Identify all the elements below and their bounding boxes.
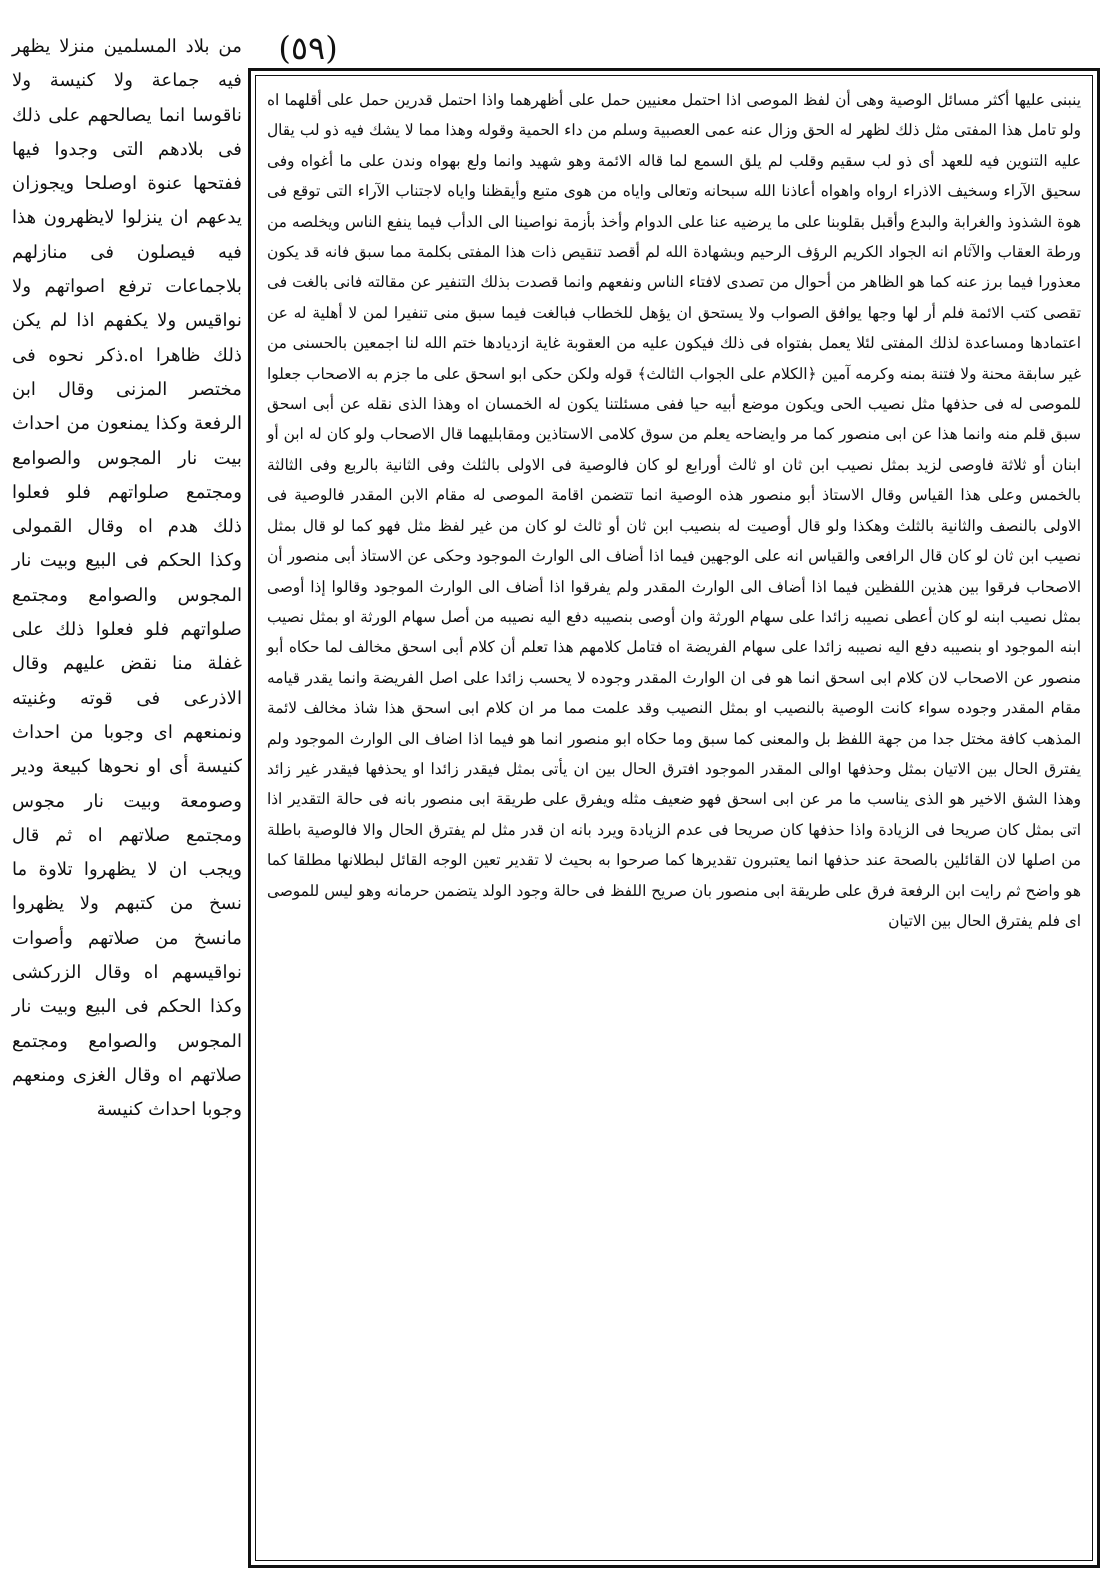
main-text-frame <box>248 68 1100 1568</box>
margin-commentary <box>12 30 242 1575</box>
margin-text: من بلاد المسلمين منزلا يظهر فيه جماعة ولا كنيسة ولا ناقوسا انما يصالحهم على ذلك فى بلادهم التى وجدوا فيها ففتحها عنوة اوصلحا ويجوزان يدعهم ان ينزلوا لايظهرون هذا فيه فيصلون فى منازلهم بلاجماعات ترفع اصواتهم ولا نواقيس ولا يكفهم اذا لم يكن ذلك ظاهرا اه.ذكر نحوه فى مختصر المزنى وقال ابن الرفعة وكذا يمنعون من احداث بيت نار المجوس والصوامع ومجتمع صلواتهم فلو فعلوا ذلك هدم اه وقال القمولى وكذا الحكم فى البيع وبيت نار المجوس والصوامع ومجتمع صلواتهم فلو فعلوا ذلك على غفلة منا نقض عليهم وقال الاذرعى فى قوته وغنيته ونمنعهم اى وجوبا من احداث كنيسة أى او نحوها كبيعة ودير وصومعة وبيت نار مجوس ومجتمع صلاتهم اه ثم قال ويجب ان لا يظهروا تلاوة ما نسخ من كتبهم ولا يظهروا مانسخ من صلاتهم وأصوات نواقيسهم اه وقال الزركشى وكذا الحكم فى البيع وبيت نار المجوس والصوامع ومجتمع صلاتهم اه وقال الغزى ومنعهم وجوبا احداث كنيسة <box>12 36 242 1121</box>
page-number: (٥٩) <box>278 29 338 67</box>
main-text: ينبنى عليها أكثر مسائل الوصية وهى أن لفظ الموصى اذا احتمل معنيين حمل على أظهرهما واذا احتمل قدرين حمل على أقلهما اه ولو تامل هذا المفتى مثل ذلك لظهر له الحق وزال عنه عمى العصبية وسلم من داء الحمية وقوله وهذا مما لا يشك فيه ذو لب يقال عليه التنوين فيه للعهد أى ذو لب سقيم وقلب لم يلق السمع لما قاله الائمة وهو شهيد وانما ولع بهواه وندن على ما أغواه وفى سحيق الآراء وسخيف الاذراء ارواه واهواه أعاذنا الله سبحانه وتعالى واياه من هوى متبع وأيقظنا واياه لاجتناب الآراء التى توقع فى هوة الشذوذ والغرابة والبدع وأقبل بقلوبنا على ما يرضيه عنا على الدوام وأخذ بأزمة نواصينا الى الدأب فيما ينفع الناس ويخلصه من ورطة العقاب والآثام انه الجواد الكريم الرؤف الرحيم وبشهادة الله لم أقصد تنقيص ذات هذا المفتى بكلمة مما سبق فانه قد يكون معذورا فيما برز عنه كما هو الظاهر من أحوال من تصدى لافتاء الناس ونفعهم وانما قصدت بذلك التنفير عن مقالته فانى بالغت فى تقصى كتب الائمة فلم أر لها وجها يوافق الصواب ولا يستحق ان يؤهل للخطاب فبالغت فيما سبق منى تنفيرا لمن لا أهلية له عن اعتمادها ومساعدة لذلك المفتى لئلا يعمل بفتواه فى ذلك فيكون عليه من العقوبة غاية ازديادها ختم الله لنا اجمعين بالحسنى من غير سابقة محنة ولا فتنة بمنه وكرمه آمين ﴿الكلام على الجواب الثالث﴾ قوله ولكن حكى ابو اسحق على ما جزم به الاصحاب جعلوا للموصى له فى حذفها مثل نصيب الحى ويكون موضع أبيه حيا ففى مسئلتنا يكون له الخمسان اه وهذا الذى نقله عن أبى اسحق سبق قلم منه وانما هذا عن ابى منصور كما مر وايضاحه يعلم من سوق كلامى الاستاذين ومقابليهما قال الاصحاب ولو كان له ابن أو ابنان أو ثلاثة فاوصى لزيد بمثل نصيب ابن ثان او ثالث أورابع لو كان فالوصية فى الاولى بالثلث وفى الثانية بالربع وفى الثالثة بالخمس وعلى هذا القياس وقال الاستاذ أبو منصور هذه الوصية انما تتضمن اقامة الموصى له مقام الابن المقدر فالوصية فى الاولى بالنصف والثانية بالثلث وهكذا ولو قال أوصيت له بنصيب ابن ثان أو ثالث لو كان من غير لفظ مثل فهو كما لو قال بمثل نصيب ابن ثان لو كان قال الرافعى والقياس انه على الوجهين فيما اذا أضاف الى الوارث الموجود وحكى عن الاستاذ أبى منصور أن الاصحاب فرقوا بين هذين اللفظين فيما اذا أضاف الى الوارث المقدر ولم يفرقوا اذا أضاف الى الوارث الموجود وقالوا إذا أوصى بمثل نصيب ابنه لو كان أعطى نصيبه زائدا على سهام الورثة وان أوصى بنصيبه دفع اليه نصيبه من أصل سهام الورثة او بمثل نصيب ابنه الموجود او بنصيبه دفع اليه نصيبه زائدا على سهام الفريضة اه فتامل كلامهم هذا تعلم أن كلام أبى اسحق مخالف لما حكاه أبو منصور عن الاصحاب لان كلام ابى اسحق انما هو فى ان الوارث المقدر وجوده لا يحسب زائدا على اصل الفريضة وانما يقدر قيامه مقام المقدر وجوده سواء كانت الوصية بالنصيب او بمثل النصيب وقد علمت مما مر ان كلام ابى اسحق هذا شاذ مخالف لائمة المذهب كافة مختل جدا من جهة اللفظ بل والمعنى كما سبق وما حكاه ابو منصور انما هو فيما اذا اضاف الى الوارث الموجود ولم يفترق الحال بين الاتيان بمثل وحذفها اوالى المقدر الموجود افترق الحال بين ان يأتى بمثل فيقدر زائدا او يحذفها فيقدر غير زائد وهذا الشق الاخير هو الذى يناسب ما مر عن ابى اسحق فهو ضعيف مثله ويفرق على طريقة ابى منصور بانه فى حالة التقدير اذا اتى بمثل كان صريحا فى الزيادة واذا حذفها كان صريحا فى عدم الزيادة ويرد بانه ان قدر مثل لم يفترق الحال والا فالوصية باطلة من اصلها لان القائلين بالصحة عند حذفها انما يعتبرون تقديرها كما صرحوا به بحيث لا تقدير تعين الوجه القائل لبطلانها مطلقا كما هو واضح ثم رايت ابن الرفعة فرق على طريقة ابى منصور بان صريح اللفظ فى حالة وجود الولد يتضمن حرمانه وهو ليس للموصى اى فلم يفترق الحال بين الاتيان <box>267 91 1081 930</box>
main-text-block <box>267 85 1081 1551</box>
